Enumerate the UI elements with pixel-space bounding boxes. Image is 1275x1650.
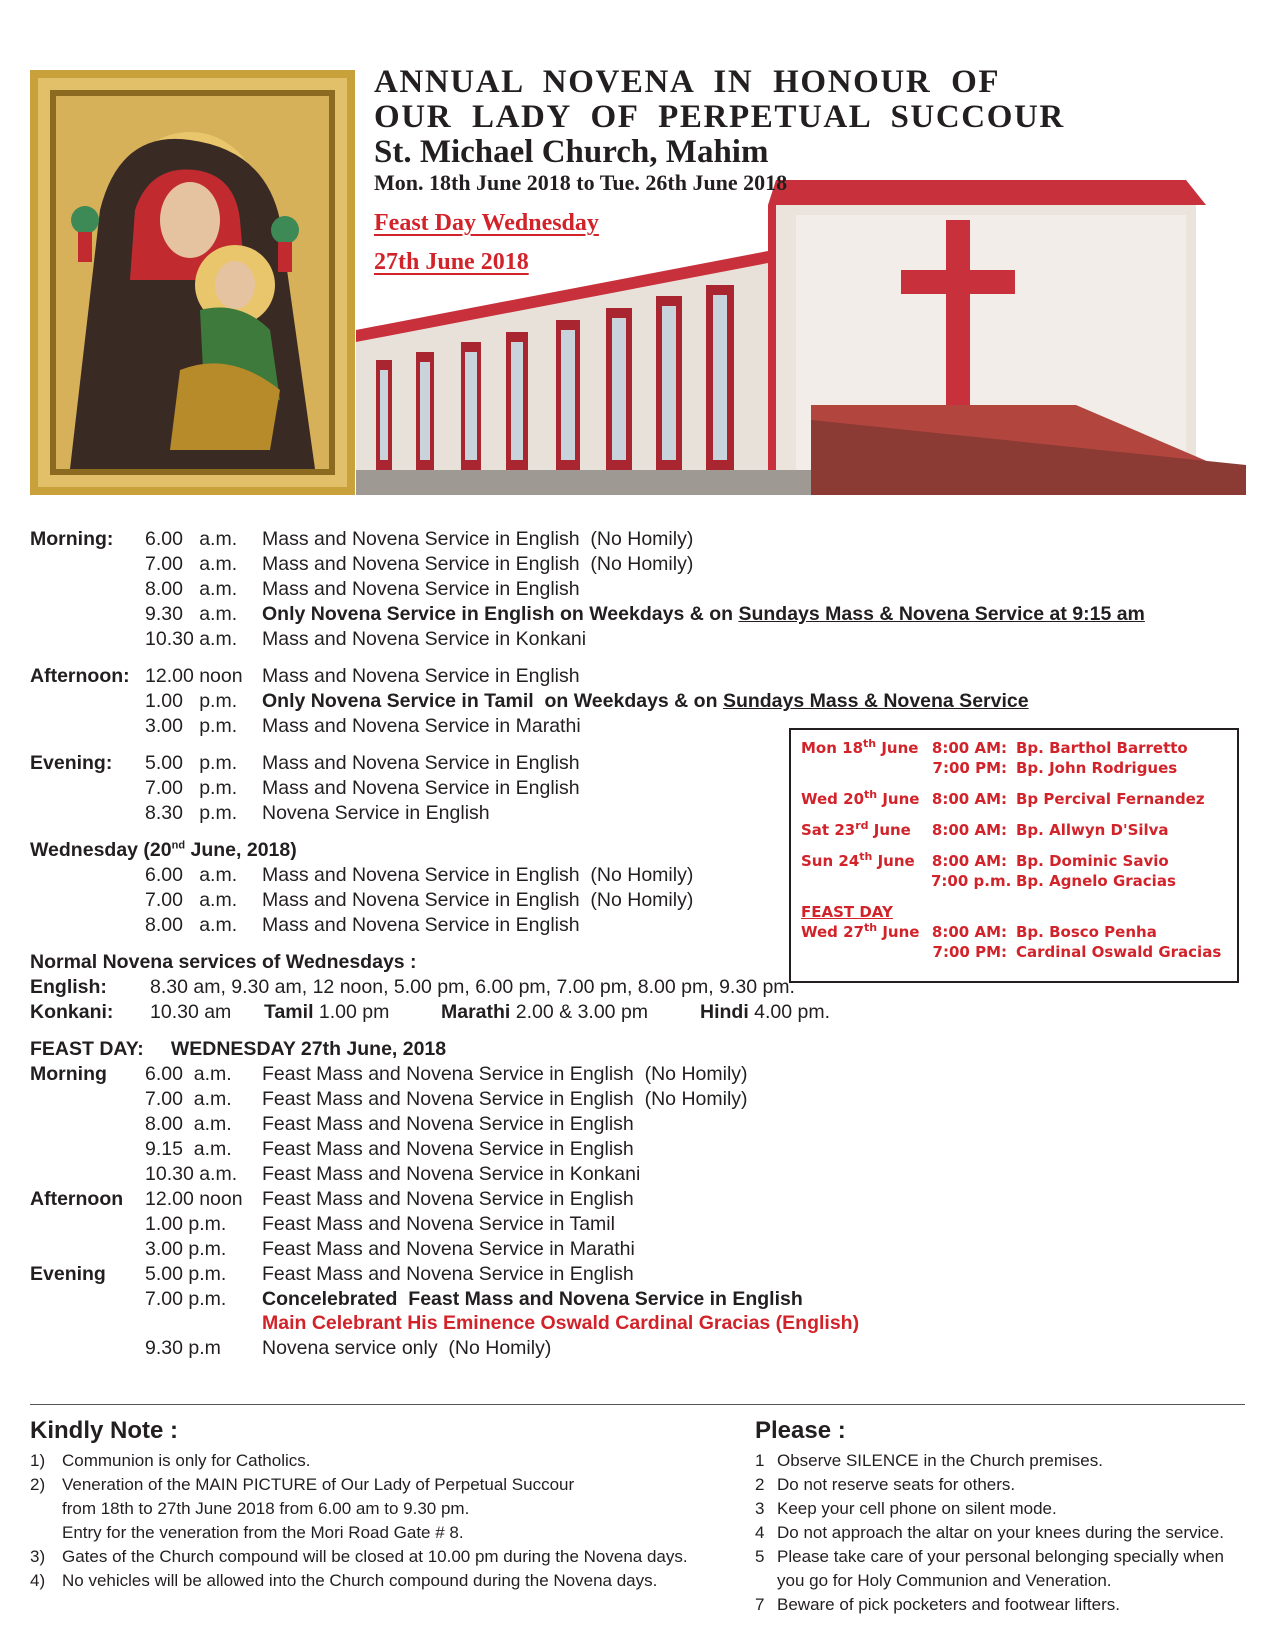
schedule-text: Mass and Novena Service in English (No Homily) [262,889,694,911]
please-number: 7 [755,1595,765,1614]
weekday-note: Only Novena Service in Tamil on Weekdays & on [262,690,723,712]
feast-day-heading: FEAST DAY: WEDNESDAY 27th June, 2018 [30,1038,447,1060]
celebrant-date: Sat 23rd June [801,819,911,839]
schedule-time: 3.00 p.m. [145,1238,227,1260]
marathi-entry: Marathi 2.00 & 3.00 pm [441,1001,649,1023]
normal-wednesday-heading: Normal Novena services of Wednesdays : [30,951,417,973]
church-name: St. Michael Church, Mahim [374,134,769,170]
feast-day-line-1: Feast Day Wednesday [374,210,599,236]
celebrant-name: Bp. Dominic Savio [1016,852,1169,870]
note-number: 3) [30,1547,46,1566]
celebrant-time: 7:00 p.m. [931,872,1012,890]
konkani-time: 10.30 am [150,1001,232,1023]
note-text: Communion is only for Catholics. [62,1451,311,1470]
schedule-text: Feast Mass and Novena Service in Konkani [262,1163,641,1185]
schedule-time: 7.00 a.m. [145,1088,232,1110]
schedule-text: Mass and Novena Service in English (No Homily) [262,553,694,575]
please-heading: Please : [755,1417,846,1444]
schedule-time: 9.15 a.m. [145,1138,232,1160]
schedule-text: Feast Mass and Novena Service in English [262,1138,634,1160]
schedule-text: Mass and Novena Service in English [262,578,580,600]
note-text: from 18th to 27th June 2018 from 6.00 am to 9.30 pm. [62,1499,470,1518]
schedule-time: 5.00 p.m. [145,752,238,774]
english-times: 8.30 am, 9.30 am, 12 noon, 5.00 pm, 6.00 pm, 7.00 pm, 8.00 pm, 9.30 pm. [150,976,795,998]
celebrant-date: Wed 20th June [801,788,920,808]
celebrants-box [789,728,1239,983]
title-line-2: OUR LADY OF PERPETUAL SUCCOUR [374,99,1065,135]
schedule-text: Feast Mass and Novena Service in English [262,1188,634,1210]
title-line-1: ANNUAL NOVENA IN HONOUR OF [374,64,1001,100]
note-text: No vehicles will be allowed into the Church compound during the Novena days. [62,1571,658,1590]
celebrant-date: Sun 24th June [801,850,915,870]
note-text: Veneration of the MAIN PICTURE of Our Lady of Perpetual Succour [62,1475,575,1494]
schedule-text [262,689,1029,713]
note-number: 4) [30,1571,46,1590]
celebrant-name: Bp. Allwyn D'Silva [1016,821,1169,839]
schedule-time: 10.30 a.m. [145,1163,238,1185]
schedule-text: Mass and Novena Service in English [262,665,580,687]
note-number: 2) [30,1475,46,1494]
schedule-text: Mass and Novena Service in English [262,777,580,799]
celebrant-time: 8:00 AM: [931,852,1007,870]
celebrant-time: 8:00 AM: [931,821,1007,839]
weekday-note: Only Novena Service in English on Weekdays & on [262,603,739,625]
schedule-time: 7.00 a.m. [145,553,238,575]
celebrant-name: Bp. Bosco Penha [1016,923,1157,941]
konkani-label: Konkani: [30,1001,114,1023]
schedule-text: Feast Mass and Novena Service in English (No Homily) [262,1063,748,1085]
schedule-time: 8.30 p.m. [145,802,238,824]
celebrant-time: 7:00 PM: [932,759,1007,777]
note-number: 1) [30,1451,46,1470]
schedule-time: 1.00 p.m. [145,690,238,712]
celebrant-time: 8:00 AM: [931,739,1007,757]
celebrant-name: Cardinal Oswald Gracias [1016,943,1222,961]
kindly-note-heading: Kindly Note : [30,1417,178,1444]
schedule-time: 12.00 noon [145,1188,243,1210]
section-divider [30,1404,1245,1405]
concelebrated-mass-text: Concelebrated Feast Mass and Novena Service in English [262,1288,803,1310]
our-lady-icon-image [30,70,355,495]
schedule-time: 10.30 a.m. [145,628,238,650]
schedule-time: 7.00 p.m. [145,777,238,799]
please-number: 2 [755,1475,765,1494]
tamil-entry: Tamil 1.00 pm [264,1001,390,1023]
schedule-text: Mass and Novena Service in English [262,914,580,936]
please-number: 5 [755,1547,765,1566]
schedule-time: 1.00 p.m. [145,1213,227,1235]
feast-day-line-2: 27th June 2018 [374,249,529,275]
schedule-time: 6.00 a.m. [145,864,238,886]
note-text: Entry for the veneration from the Mori Road Gate # 8. [62,1523,464,1542]
celebrant-date: Wed 27th June [801,921,920,941]
schedule-time: 8.00 a.m. [145,578,238,600]
novena-dates: Mon. 18th June 2018 to Tue. 26th June 2018 [374,170,788,195]
schedule-time: 7.00 a.m. [145,889,238,911]
please-text: Keep your cell phone on silent mode. [777,1499,1057,1518]
feast-morning-label: Morning [30,1063,107,1085]
please-text: Do not approach the altar on your knees during the service. [777,1523,1224,1542]
schedule-text: Feast Mass and Novena Service in English (No Homily) [262,1088,748,1110]
celebrant-date: Mon 18th June [801,737,919,757]
schedule-time: 6.00 a.m. [145,1063,232,1085]
please-text: Please take care of your personal belonging specially when [777,1547,1224,1566]
celebrant-time: 8:00 AM: [931,923,1007,941]
schedule-time: 9.30 p.m [145,1337,221,1359]
schedule-time: 12.00 noon [145,665,243,687]
celebrant-name: Bp. Agnelo Gracias [1016,872,1176,890]
celebrant-time: 7:00 PM: [932,943,1007,961]
schedule-text: Novena Service in English [262,802,490,824]
schedule-text: Mass and Novena Service in English (No Homily) [262,528,694,550]
afternoon-label: Afternoon: [30,665,130,687]
english-label: English: [30,976,107,998]
schedule-time: 3.00 p.m. [145,715,238,737]
schedule-time: 8.00 a.m. [145,1113,232,1135]
celebrant-name: Bp Percival Fernandez [1016,790,1205,808]
please-text: you go for Holy Communion and Veneration. [777,1571,1112,1590]
please-number: 3 [755,1499,765,1518]
please-text: Do not reserve seats for others. [777,1475,1016,1494]
main-celebrant-text: Main Celebrant His Eminence Oswald Cardinal Gracias (English) [262,1312,860,1334]
schedule-time: 6.00 a.m. [145,528,238,550]
please-number: 1 [755,1451,765,1470]
schedule-text: Mass and Novena Service in English (No Homily) [262,864,694,886]
schedule-text: Mass and Novena Service in English [262,752,580,774]
schedule-text: Novena service only (No Homily) [262,1337,552,1359]
celebrant-time: 8:00 AM: [931,790,1007,808]
schedule-text: Feast Mass and Novena Service in English [262,1263,634,1285]
celebrant-name: Bp. John Rodrigues [1016,759,1178,777]
evening-label: Evening: [30,752,113,774]
please-text: Observe SILENCE in the Church premises. [777,1451,1103,1470]
wednesday-label: Wednesday (20nd June, 2018) [30,839,297,861]
please-number: 4 [755,1523,765,1542]
schedule-text [262,602,1145,626]
schedule-text: Feast Mass and Novena Service in Tamil [262,1213,615,1235]
schedule-time: 7.00 p.m. [145,1288,227,1310]
please-text: Beware of pick pocketers and footwear lifters. [777,1595,1120,1614]
feast-afternoon-label: Afternoon [30,1188,124,1210]
note-text: Gates of the Church compound will be closed at 10.00 pm during the Novena days. [62,1547,688,1566]
schedule-time: 5.00 p.m. [145,1263,227,1285]
schedule-text: Mass and Novena Service in Marathi [262,715,581,737]
schedule-text: Mass and Novena Service in Konkani [262,628,587,650]
sunday-note: Sundays Mass & Novena Service at 9:15 am [738,603,1145,625]
schedule-text: Feast Mass and Novena Service in Marathi [262,1238,635,1260]
schedule-text: Feast Mass and Novena Service in English [262,1113,634,1135]
schedule-time: 8.00 a.m. [145,914,238,936]
schedule-time: 9.30 a.m. [145,603,238,625]
feast-evening-label: Evening [30,1263,106,1285]
celebrant-name: Bp. Barthol Barretto [1016,739,1188,757]
morning-label: Morning: [30,528,114,550]
feast-day-label: FEAST DAY [801,903,893,921]
hindi-entry: Hindi 4.00 pm. [700,1001,831,1023]
sunday-note: Sundays Mass & Novena Service [722,690,1029,712]
